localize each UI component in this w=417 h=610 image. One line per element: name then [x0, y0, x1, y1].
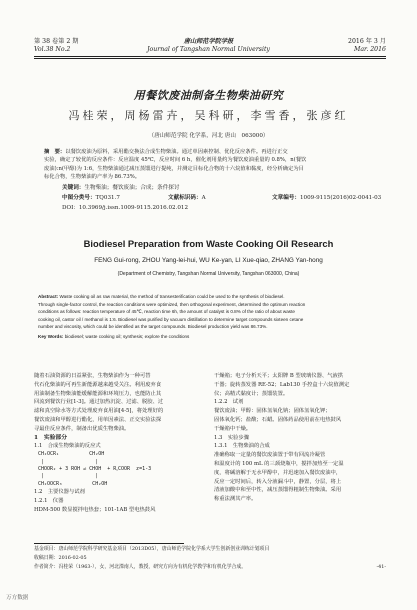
instrument-line: HDM-500 数显搅拌电热套；101-1AB 型电热鼓风 [34, 506, 156, 513]
date-cn: 2016 年 3 月 [348, 38, 386, 45]
header-rule-thin [34, 58, 386, 59]
corner-watermark: 万方数据 [6, 595, 29, 601]
footnote-rule [34, 543, 184, 544]
keywords-en-label: Key Words: [38, 334, 64, 339]
abstract-en-line-3: conditions as follows: reaction temperature of 45℃, reaction time 6h, the amount of catalyst is 0.8% of the ratio of about waste [38, 309, 295, 315]
keywords-cn [62, 184, 180, 192]
journal-name-en: Journal of Tangshan Normal University [147, 46, 270, 53]
date-en: Mar. 2016 [354, 46, 386, 53]
intro-line-3: 用油制备生物柴油能缓解能源和环境压力，也能防止其 [34, 390, 162, 397]
title-cn: 用餐饮废油制备生物柴油研究 [133, 89, 284, 102]
keywords-cn-text: 生物柴油；餐饮废油；合成；条件探讨 [84, 185, 180, 191]
reaction-equation: CH₂OCR₁ CH₂OH | | CHOOR₂ + 3 ROH ⇌ CHOH + R꜀COOR z=1-3 | | CH₂OOCR₃ CH₂OH [38, 451, 152, 487]
intro-line-7: 寻最佳反应条件，制备出优质生物柴油。 [34, 425, 130, 432]
doi: DOI：10.3969/j.issn.1009-9115.2016.02.012 [62, 205, 189, 211]
header-rule [34, 56, 386, 57]
section-1-2-2-heading: 1.2.2 试剂 [214, 399, 244, 406]
procedure-line-3: 度，将碱溶解于无水甲醇中，并迅速加入餐饮废油中， [214, 469, 342, 476]
clc-number: 中图分类号：TQ031.7 [62, 195, 120, 201]
instrument-line-4: 仪；高精式黏度计；蒸馏装置。 [214, 390, 289, 397]
left-column [34, 372, 202, 515]
article-number: 文章编号：1009-9115(2016)02-0041-03 [272, 195, 382, 201]
section-1-2-heading: 1.2 主要仪器与试剂 [34, 489, 85, 496]
abstract-cn [44, 148, 376, 181]
procedure-line-1: 准确称取一定量的餐饮废油置于带有回流冷凝管 [214, 452, 326, 459]
intro-line-2: 代石化柴油的可再生新能源越来越受关注。利用废弃食 [34, 381, 162, 388]
keywords-en: Key Words: biodiesel; waste cooking oil; synthesis; explore the conditions [38, 334, 190, 339]
footnote-received: 收稿日期：2016-02-05 [34, 555, 87, 561]
section-1-2-1-heading: 1.2.1 仪器 [34, 498, 64, 504]
authors-cn: 冯桂荣，周杨雷卉，吴科研，李雪香，张彦红 [68, 109, 349, 122]
abstract-cn-line-4: 标化合物，生物柴油的产率为 86.73%。 [44, 173, 141, 180]
instrument-line-3: 干器；旋转蒸发器 RE-52；Lab130 手控盒十六烷值测定 [214, 381, 350, 388]
abstract-cn-line-1: 摘 要：以餐饮废油为原料，采用酯交换法合成生物柴油。通过单因素控制、优化反应条件。再进行正交 [44, 149, 288, 155]
procedure-line-6: 称重法测其产率。 [214, 496, 257, 503]
section-1-3-heading: 1.3 实验步骤 [214, 434, 249, 441]
document-code: 文献标识码：A [168, 195, 206, 201]
procedure-line-2: 和温度计的 100 mL 的三颈烧瓶中，搅拌加热至一定温 [214, 460, 344, 467]
journal-name-cn: 唐山师范学院学报 [183, 38, 234, 45]
abstract-en-line-1: Abstract: Waste cooking oil as raw material, the method of transesterification could be used to the synthesis of biodiesel. [38, 294, 285, 299]
abstract-en-line-2: Through single-factor control, the reaction conditions were optimized, then orthogonal experiment, determined the optimum reaction [38, 301, 306, 307]
abstract-cn-line-3: 废油):n(甲醇)为 1:6，生物柴油通过减压蒸馏进行提纯，并测定目标化合物的十六烷值和黏度，经分析确定为目 [44, 165, 304, 172]
volume-en: Vol.38 No.2 [34, 46, 71, 53]
intro-line-4: 回流到餐饮行业[1-3]。通过加热沉淀、过滤、脱胶、过 [34, 399, 164, 406]
section-1-1-heading: 1.1 合成生物柴油的反应式 [34, 443, 101, 450]
volume-cn: 第 38 卷第 2 期 [34, 38, 79, 45]
authors-en: FENG Gui-rong, ZHOU Yang-lei-hui, WU Ke-yan, LI Xue-qiao, ZHANG Yan-hong [94, 257, 323, 264]
reagent-line-3: 干燥箱中干燥。 [214, 425, 252, 432]
section-1-3-1-heading: 1.3.1 生物柴油的合成 [214, 443, 270, 450]
instrument-line-2: 干燥箱；电子分析天平；太阳牌 B 型玻璃仪器、气液拱 [214, 373, 344, 379]
section-1-heading: 1 实验部分 [34, 434, 68, 441]
reagent-line-1: 餐饮废油；甲醇：固体氢氧化钠；固体氢氧化钾； [214, 408, 331, 415]
abstract-en [38, 293, 384, 331]
reagent-line-2: 固体氧化钙；盐酸；石蜡。固体药品使用前在电热鼓风 [214, 416, 342, 423]
page-number: -41- [376, 564, 386, 570]
right-column [214, 372, 386, 504]
affiliation-en: (Department of Chemistry, Tangshan Normal University, Tangshan 063000, China) [117, 271, 300, 277]
intro-line-6: 餐饮废油和甲醇进行酯化，用单因素法、正交实验法探 [34, 416, 162, 423]
abstract-cn-label: 摘 要： [44, 149, 66, 155]
intro-line-1: 随着石油资源的日益紧张，生物柴油作为一种可替 [34, 373, 151, 379]
intro-line-5: 滤和真空除水等方式处理废弃食用油[4-5]，将处理好的 [34, 408, 164, 415]
abstract-en-label: Abstract: [38, 294, 59, 299]
keywords-cn-label: 关键词： [62, 185, 85, 191]
procedure-line-5: 清液加酸中和至中性，减压蒸馏得粗制生物柴油。采用 [214, 487, 342, 494]
footnote-funding: 基金项目：唐山师范学院科学研究基金项目（2013D05），唐山师范学院化学系大学生创新创业训练计划项目 [34, 546, 270, 552]
procedure-line-4: 反应一定时间后，转入分液漏斗中，静置，分层，将上 [214, 478, 342, 485]
footnote-author-bio: 作者简介：冯桂荣（1963-），女，河北滦南人，教授，研究方向为有机化学教学和有机化学合成。 [34, 564, 247, 570]
title-en: Biodiesel Preparation from Waste Cooking Oil Research [83, 238, 334, 249]
abstract-cn-line-2: 实验，确定了较优的反应条件：反应温度 45℃，反应时间 6 h，催化剂用量约为餐饮废油重量的 0.8%，n(餐饮 [44, 157, 307, 164]
abstract-en-line-4: cooking oil, castor oil / methanol is 1:6. Biodiesel was purified by vacuum distillation to determine target compounds sixteen cetane [38, 316, 304, 322]
abstract-en-line-5: number and viscosity, which could be identified as the target compounds. Biodiesel production yield was 86.73%. [38, 324, 268, 330]
affiliation-cn: （唐山师范学院 化学系，河北 唐山 063000） [148, 133, 269, 139]
